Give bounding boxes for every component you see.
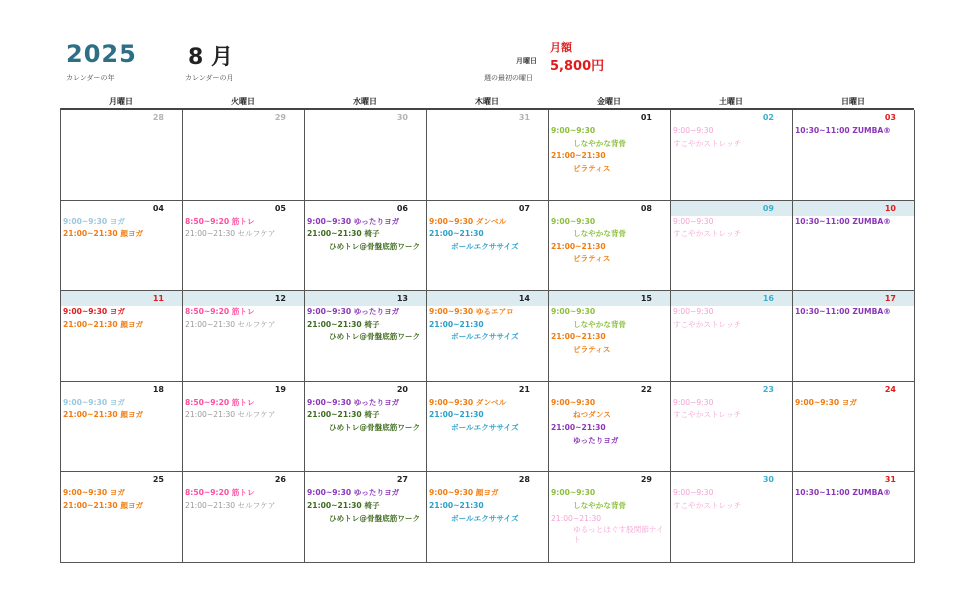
weekday-header-row [60, 96, 914, 108]
day-number: 16 [671, 291, 792, 306]
day-number: 29 [274, 113, 286, 122]
event-list [793, 397, 914, 410]
class-entry: 9:00~9:30 ゆったりヨガ [307, 216, 400, 226]
day-cell [793, 472, 915, 563]
event-list [61, 487, 182, 512]
class-entry: ピラティス [573, 344, 611, 354]
class-entry: ひめトレ@骨盤底筋ワーク [329, 241, 421, 251]
class-entry: 21:00~21:30 セルフケア [185, 319, 276, 329]
day-cell [793, 110, 915, 201]
class-entry: 9:00~9:30 [673, 397, 714, 407]
class-entry: ゆったりヨガ [573, 435, 619, 445]
week-start-label: 週の最初の曜日 [484, 74, 533, 82]
weekday-header: 木曜日 [475, 97, 499, 106]
class-entry: 21:00~21:30 [551, 241, 606, 251]
event-list [61, 397, 182, 422]
year-value: 2025 [66, 40, 137, 68]
day-cell [427, 110, 549, 201]
class-entry: 9:00~9:30 [673, 488, 714, 498]
class-entry: ねつダンス [573, 410, 611, 420]
day-cell [183, 291, 305, 382]
class-entry: 9:00~9:30 ヨガ [63, 307, 125, 317]
day-number: 11 [61, 291, 182, 306]
event-list [427, 487, 548, 525]
class-entry: ボールエクササイズ [451, 422, 519, 432]
event-list [549, 487, 670, 545]
day-cell [671, 110, 793, 201]
class-entry: しなやかな背骨 [573, 319, 627, 329]
class-entry: 9:00~9:30 [673, 126, 714, 135]
day-cell [427, 291, 549, 382]
class-entry: 8:50~9:20 筋トレ [185, 488, 255, 498]
day-cell [427, 201, 549, 292]
event-list [671, 306, 792, 331]
event-list [671, 216, 792, 241]
day-cell [671, 201, 793, 292]
day-cell [61, 201, 183, 292]
class-entry: しなやかな背骨 [573, 500, 627, 510]
day-cell [61, 110, 183, 201]
class-entry: 21:00~21:30 セルフケア [185, 500, 276, 510]
event-list [427, 397, 548, 435]
class-entry: ボールエクササイズ [451, 332, 519, 342]
day-number: 12 [183, 291, 304, 306]
weekday-header: 金曜日 [597, 97, 621, 106]
class-entry: 9:00~9:30 ヨガ [63, 216, 125, 226]
class-entry: 21:00~21:30 顔ヨガ [63, 410, 144, 420]
class-entry: 21:00~21:30 椅子 [307, 500, 380, 510]
day-number: 21 [518, 384, 530, 394]
event-list [305, 487, 426, 525]
day-cell [549, 201, 671, 292]
class-entry: ピラティス [573, 254, 611, 264]
class-entry: 21:00~21:30 顔ヨガ [63, 229, 144, 239]
day-cell [305, 472, 427, 563]
class-entry: 8:50~9:20 筋トレ [185, 216, 255, 226]
weekday-header: 水曜日 [353, 97, 377, 106]
class-entry: 21:00~21:30 [429, 319, 484, 329]
event-list [183, 216, 304, 241]
class-entry: 9:00~9:30 ダンベル [429, 216, 507, 226]
day-cell [183, 472, 305, 563]
class-entry: 9:00~9:30 ヨガ [63, 397, 125, 407]
class-entry: すこやかストレッチ [673, 319, 742, 329]
day-number: 04 [152, 203, 164, 213]
class-entry: すこやかストレッチ [673, 138, 742, 148]
event-list [671, 125, 792, 150]
calendar [60, 96, 914, 563]
day-number: 30 [396, 113, 408, 122]
class-entry: ひめトレ@骨盤底筋ワーク [329, 332, 421, 342]
class-entry: 21:00~21:30 [551, 422, 606, 432]
event-list [183, 487, 304, 512]
day-number: 19 [274, 384, 286, 394]
event-list [549, 397, 670, 447]
month-value: 8 月 [188, 45, 233, 70]
day-number: 17 [793, 291, 914, 306]
day-cell [305, 382, 427, 473]
day-cell [671, 291, 793, 382]
day-number: 09 [671, 201, 792, 216]
event-list [61, 216, 182, 241]
class-entry: 8:50~9:20 筋トレ [185, 397, 255, 407]
weekday-header: 火曜日 [231, 97, 255, 106]
event-list [183, 397, 304, 422]
day-number: 15 [549, 291, 670, 306]
day-number: 31 [518, 113, 530, 122]
day-number: 24 [884, 384, 896, 394]
class-entry: 10:30~11:00 ZUMBA® [795, 126, 891, 135]
day-cell [671, 382, 793, 473]
class-entry: 21:00~21:30 セルフケア [185, 229, 276, 239]
day-number: 22 [640, 384, 652, 394]
class-entry: すこやかストレッチ [673, 410, 742, 420]
class-entry: 21:00~21:30 [429, 500, 484, 510]
class-entry: 9:00~9:30 [551, 307, 596, 317]
day-cell [549, 291, 671, 382]
day-number: 29 [640, 475, 652, 485]
class-entry: 21:00~21:30 椅子 [307, 229, 380, 239]
monthly-fee-value: 5,800円 [550, 59, 605, 74]
class-entry: ボールエクササイズ [451, 241, 519, 251]
day-number: 30 [762, 475, 774, 485]
class-entry: 9:00~9:30 [673, 216, 714, 226]
day-number: 02 [762, 113, 774, 122]
day-number: 03 [884, 113, 896, 122]
day-number: 28 [518, 475, 530, 485]
class-entry: 9:00~9:30 ゆったりヨガ [307, 488, 400, 498]
event-list [61, 306, 182, 331]
day-cell [183, 201, 305, 292]
class-entry: すこやかストレッチ [673, 500, 742, 510]
day-cell [183, 382, 305, 473]
event-list [793, 487, 914, 500]
event-list [671, 487, 792, 512]
day-number: 20 [396, 384, 408, 394]
day-cell [793, 382, 915, 473]
week-start-day: 月曜日 [516, 57, 537, 65]
event-list [183, 306, 304, 331]
class-entry: 21:00~21:30 [429, 410, 484, 420]
class-entry: 21:00~21:30 椅子 [307, 319, 380, 329]
class-entry: 9:00~9:30 [551, 397, 596, 407]
day-number: 05 [274, 203, 286, 213]
class-entry: 9:00~9:30 ダンベル [429, 397, 507, 407]
class-entry: 9:00~9:30 [551, 216, 596, 226]
class-entry: ゆるっとほぐす股関節ナイト [573, 525, 664, 545]
event-list [305, 306, 426, 344]
class-entry: 9:00~9:30 ヨガ [795, 397, 857, 407]
class-entry: 21:00~21:30 [551, 513, 602, 523]
class-entry: 21:00~21:30 顔ヨガ [63, 500, 144, 510]
class-entry: 21:00~21:30 [551, 332, 606, 342]
class-entry: ピラティス [573, 163, 611, 173]
day-number: 28 [152, 113, 164, 122]
class-entry: しなやかな背骨 [573, 229, 627, 239]
class-entry: 9:00~9:30 ゆるエアロ [429, 307, 514, 317]
day-cell [427, 472, 549, 563]
class-entry: 9:00~9:30 [551, 488, 596, 498]
day-number: 07 [518, 203, 530, 213]
event-list [793, 125, 914, 138]
day-cell [793, 291, 915, 382]
day-cell [305, 201, 427, 292]
weekday-header: 土曜日 [719, 97, 743, 106]
class-entry: 10:30~11:00 ZUMBA® [795, 488, 891, 498]
day-cell [549, 472, 671, 563]
weekday-header: 月曜日 [109, 97, 133, 106]
day-number: 14 [427, 291, 548, 306]
class-entry: ひめトレ@骨盤底筋ワーク [329, 513, 421, 523]
event-list [793, 306, 914, 319]
day-cell [671, 472, 793, 563]
class-entry: ひめトレ@骨盤底筋ワーク [329, 422, 421, 432]
weekday-header: 日曜日 [841, 97, 865, 106]
class-entry: 21:00~21:30 [429, 229, 484, 239]
class-entry: 21:00~21:30 顔ヨガ [63, 319, 144, 329]
day-cell [427, 382, 549, 473]
event-list [549, 125, 670, 175]
day-cell [793, 201, 915, 292]
day-number: 08 [640, 203, 652, 213]
day-number: 25 [152, 475, 164, 485]
day-cell [61, 472, 183, 563]
event-list [549, 306, 670, 356]
day-cell [549, 382, 671, 473]
day-number: 06 [396, 203, 408, 213]
day-cell [61, 291, 183, 382]
class-entry: 21:00~21:30 椅子 [307, 410, 380, 420]
calendar-grid [60, 108, 914, 563]
class-entry: しなやかな背骨 [573, 138, 627, 148]
day-cell [305, 110, 427, 201]
day-number: 31 [884, 475, 896, 485]
class-entry: 21:00~21:30 [551, 151, 606, 161]
year-label: カレンダーの年 [66, 74, 115, 82]
event-list [427, 306, 548, 344]
month-label: カレンダーの月 [185, 74, 234, 82]
day-cell [183, 110, 305, 201]
class-entry: 9:00~9:30 [551, 126, 596, 135]
class-entry: 10:30~11:00 ZUMBA® [795, 216, 891, 226]
monthly-fee-label: 月額 [550, 41, 572, 54]
day-number: 10 [793, 201, 914, 216]
class-entry: 9:00~9:30 顔ヨガ [429, 488, 499, 498]
day-number: 23 [762, 384, 774, 394]
event-list [305, 397, 426, 435]
class-entry: 21:00~21:30 セルフケア [185, 410, 276, 420]
event-list [427, 216, 548, 254]
event-list [671, 397, 792, 422]
day-number: 27 [396, 475, 408, 485]
class-entry: 9:00~9:30 ゆったりヨガ [307, 397, 400, 407]
day-number: 26 [274, 475, 286, 485]
class-entry: すこやかストレッチ [673, 229, 742, 239]
day-cell [549, 110, 671, 201]
class-entry: ボールエクササイズ [451, 513, 519, 523]
class-entry: 9:00~9:30 ゆったりヨガ [307, 307, 400, 317]
day-number: 18 [152, 384, 164, 394]
event-list [549, 216, 670, 266]
class-entry: 9:00~9:30 [673, 307, 714, 317]
day-number: 13 [305, 291, 426, 306]
day-cell [61, 382, 183, 473]
event-list [793, 216, 914, 229]
day-number: 01 [640, 113, 652, 122]
event-list [305, 216, 426, 254]
day-cell [305, 291, 427, 382]
class-entry: 9:00~9:30 ヨガ [63, 488, 125, 498]
class-entry: 10:30~11:00 ZUMBA® [795, 307, 891, 317]
class-entry: 8:50~9:20 筋トレ [185, 307, 255, 317]
